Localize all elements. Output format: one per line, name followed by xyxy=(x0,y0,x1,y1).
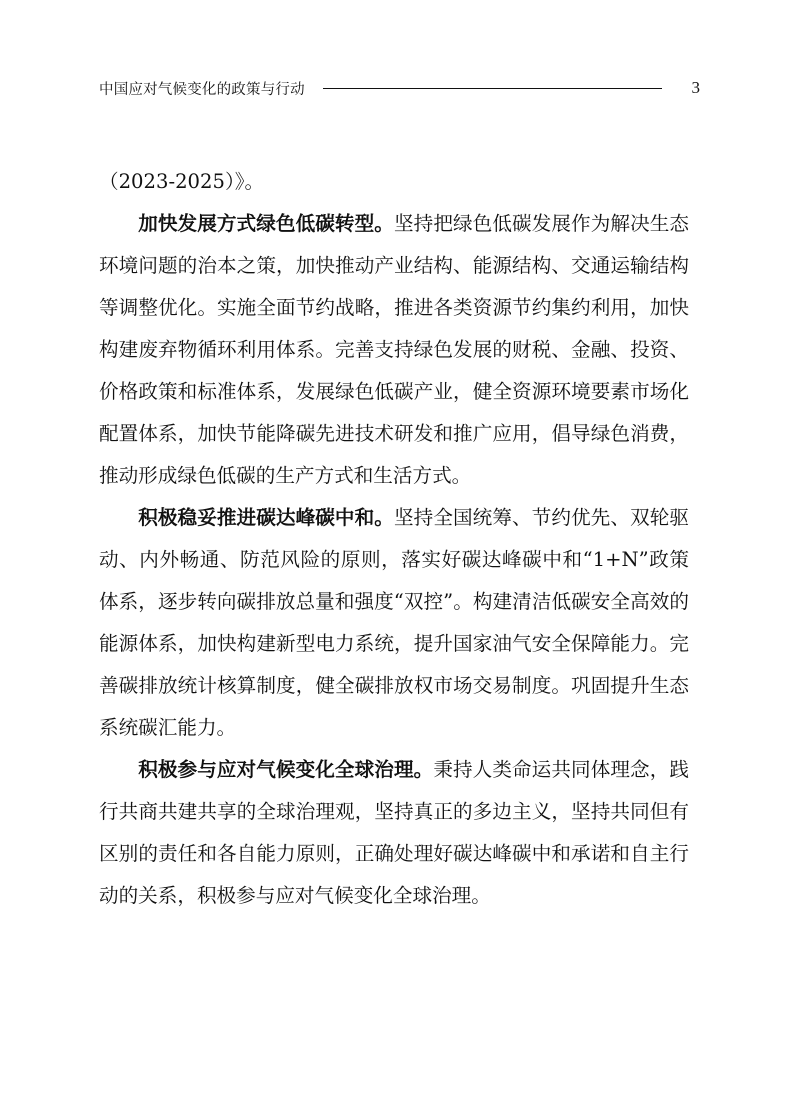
paragraph-text: 坚持把绿色低碳发展作为解决生态环境问题的治本之策，加快推动产业结构、能源结构、交通运输结构等调整优化。实施全面节约战略，推进各类资源节约集约利用，加快构建废弃物循环利用体系。完善支持绿色发展的财税、金融、投资、价格政策和标准体系，发展绿色低碳产业，健全资源环境要素市场化配置体系，加快节能降碳先进技术研发和推广应用，倡导绿色消费，推动形成绿色低碳的生产方式和生活方式。 xyxy=(99,212,690,487)
document-body xyxy=(99,161,689,917)
paragraph-carbon-peak-neutrality xyxy=(99,497,689,749)
page-number: 3 xyxy=(691,78,700,97)
running-header xyxy=(99,76,700,100)
header-rule xyxy=(323,88,662,89)
paragraph-text: 秉持人类命运共同体理念，践行共商共建共享的全球治理观，坚持真正的多边主义，坚持共同但有区别的责任和各自能力原则，正确处理好碳达峰碳中和承诺和自主行动的关系，积极参与应对气候变化全球治理。 xyxy=(99,758,690,907)
paragraph-green-transition xyxy=(99,203,689,497)
paragraph-text: （2023-2025）》。 xyxy=(99,170,265,193)
paragraph-global-governance xyxy=(99,749,689,917)
paragraph-text: 坚持全国统筹、节约优先、双轮驱动、内外畅通、防范风险的原则，落实好碳达峰碳中和“1+N”政策体系，逐步转向碳排放总量和强度“双控”。构建清洁低碳安全高效的能源体系，加快构建新型电力系统，提升国家油气安全保障能力。完善碳排放统计核算制度，健全碳排放权市场交易制度。巩固提升生态系统碳汇能力。 xyxy=(99,506,690,739)
paragraph-continuation xyxy=(99,161,689,203)
paragraph-lead: 加快发展方式绿色低碳转型。 xyxy=(138,212,394,235)
paragraph-lead: 积极参与应对气候变化全球治理。 xyxy=(138,758,434,781)
paragraph-lead: 积极稳妥推进碳达峰碳中和。 xyxy=(138,506,394,529)
header-title: 中国应对气候变化的政策与行动 xyxy=(99,81,305,98)
